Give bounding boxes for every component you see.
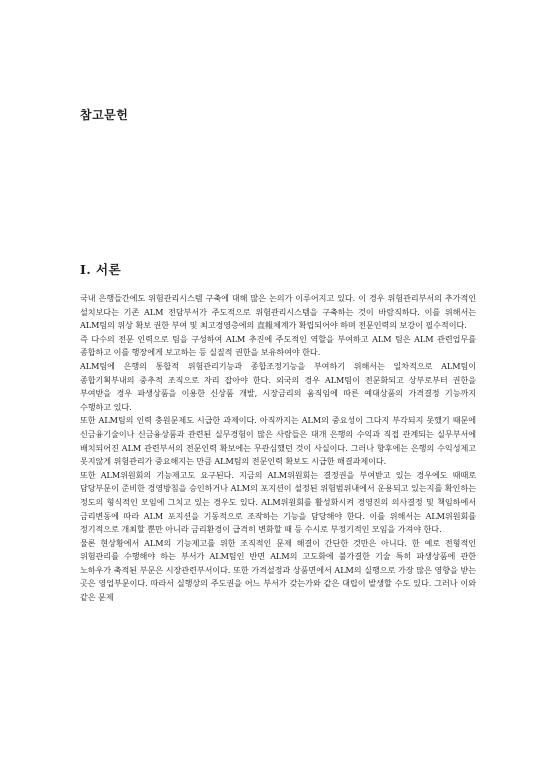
paragraph: 즉 다수의 전문 인력으로 팀을 구성하여 ALM 추진에 주도적인 역할을 부여하고 ALM 팀은 ALM 관련업무를 종합하고 이를 행장에게 보고하는 등 실질적 권한을 보유하여야 한다. bbox=[80, 333, 476, 358]
references-heading: 참고문헌 bbox=[80, 108, 129, 122]
paragraph: ALM팀에 은행의 통합적 위험관리기능과 종합조정기능을 부여하기 위해서는 일차적으로 ALM팀이 종합기획부내의 중추적 조직으로 자리 잡아야 한다. 외국의 경우 ALM팀이 전문화되고 상부로부터 권한을 부여받을 경우 파생상품을 이용한 신상품 개발, 시장금리의 움직임에 따른 예대상품의 가격결정 기능까지 수행하고 있다. bbox=[80, 360, 476, 412]
paragraph: 물론 현상황에서 ALM의 기능제고를 위한 조직적인 문제 해결이 간단한 것만은 아니다. 한 예로 전형적인 위험관리를 수행해야 하는 부서가 ALM팀인 반면 ALM의 고도화에 불가결한 기술 특히 파생상품에 관한 노하우가 축적된 부문은 시장관련부서이다. 또한 가격설정과 상품면에서 ALM의 실행으로 가장 많은 영향을 받는 곳은 영업부문이다. 따라서 실행상의 주도권을 어느 부서가 갖는가와 같은 대립이 발생할 수도 있다. 그러나 이와 같은 문제 bbox=[80, 537, 476, 603]
paragraph: 또한 ALM팀의 인력 충원문제도 시급한 과제이다. 아직까지는 ALM의 중요성이 그다지 부각되지 못했기 때문에 신금융기술이나 신금융상품과 관련된 실무경험이 많은 사람들은 대개 은행의 수익과 직접 관계되는 실무부서에 배치되어진 ALM 관련부서의 전문인력 확보에는 무관심했던 것이 사실이다. 그러나 향후에는 은행의 수익성제고 못지않게 위험관리가 중요해지는 만큼 ALM팀의 전문인력 확보도 시급한 해결과제이다. bbox=[80, 415, 476, 467]
body-text bbox=[80, 292, 476, 605]
section-heading: Ⅰ. 서론 bbox=[80, 262, 122, 277]
paragraph: 국내 은행들간에도 위험관리시스템 구축에 대해 많은 논의가 이루어지고 있다. 이 경우 위험관리부서의 추가적인 설치보다는 기존 ALM 전담부서가 주도적으로 위험관리시스템을 구축하는 것이 바람직하다. 이를 위해서는 ALM팀의 위상 확보 권한 부여 및 최고경영층에의 直報체계가 확립되어야 하며 전문인력의 보강이 필수적이다. bbox=[80, 293, 476, 331]
paragraph: 또한 ALM위원회의 기능제고도 요구된다. 지금의 ALM위원회는 결정권을 부여받고 있는 경우에도 때때로 담당부문이 준비한 경영방침을 승인하거나 ALM의 포지션이 설정된 위험범위내에서 운용되고 있는지를 확인하는 정도의 형식적인 모임에 그치고 있는 경우도 있다. ALM위원회를 활성화시켜 경영진의 의사결정 및 책임하에서 금리변동에 따라 ALM 포지션을 기동적으로 조작하는 기능을 담당해야 한다. 이를 위해서는 ALM위원회를 정기적으로 개최할 뿐만 아니라 금리환경이 급격히 변화할 때 등 수시로 부정기적인 모임을 가져야 한다. bbox=[80, 469, 476, 535]
